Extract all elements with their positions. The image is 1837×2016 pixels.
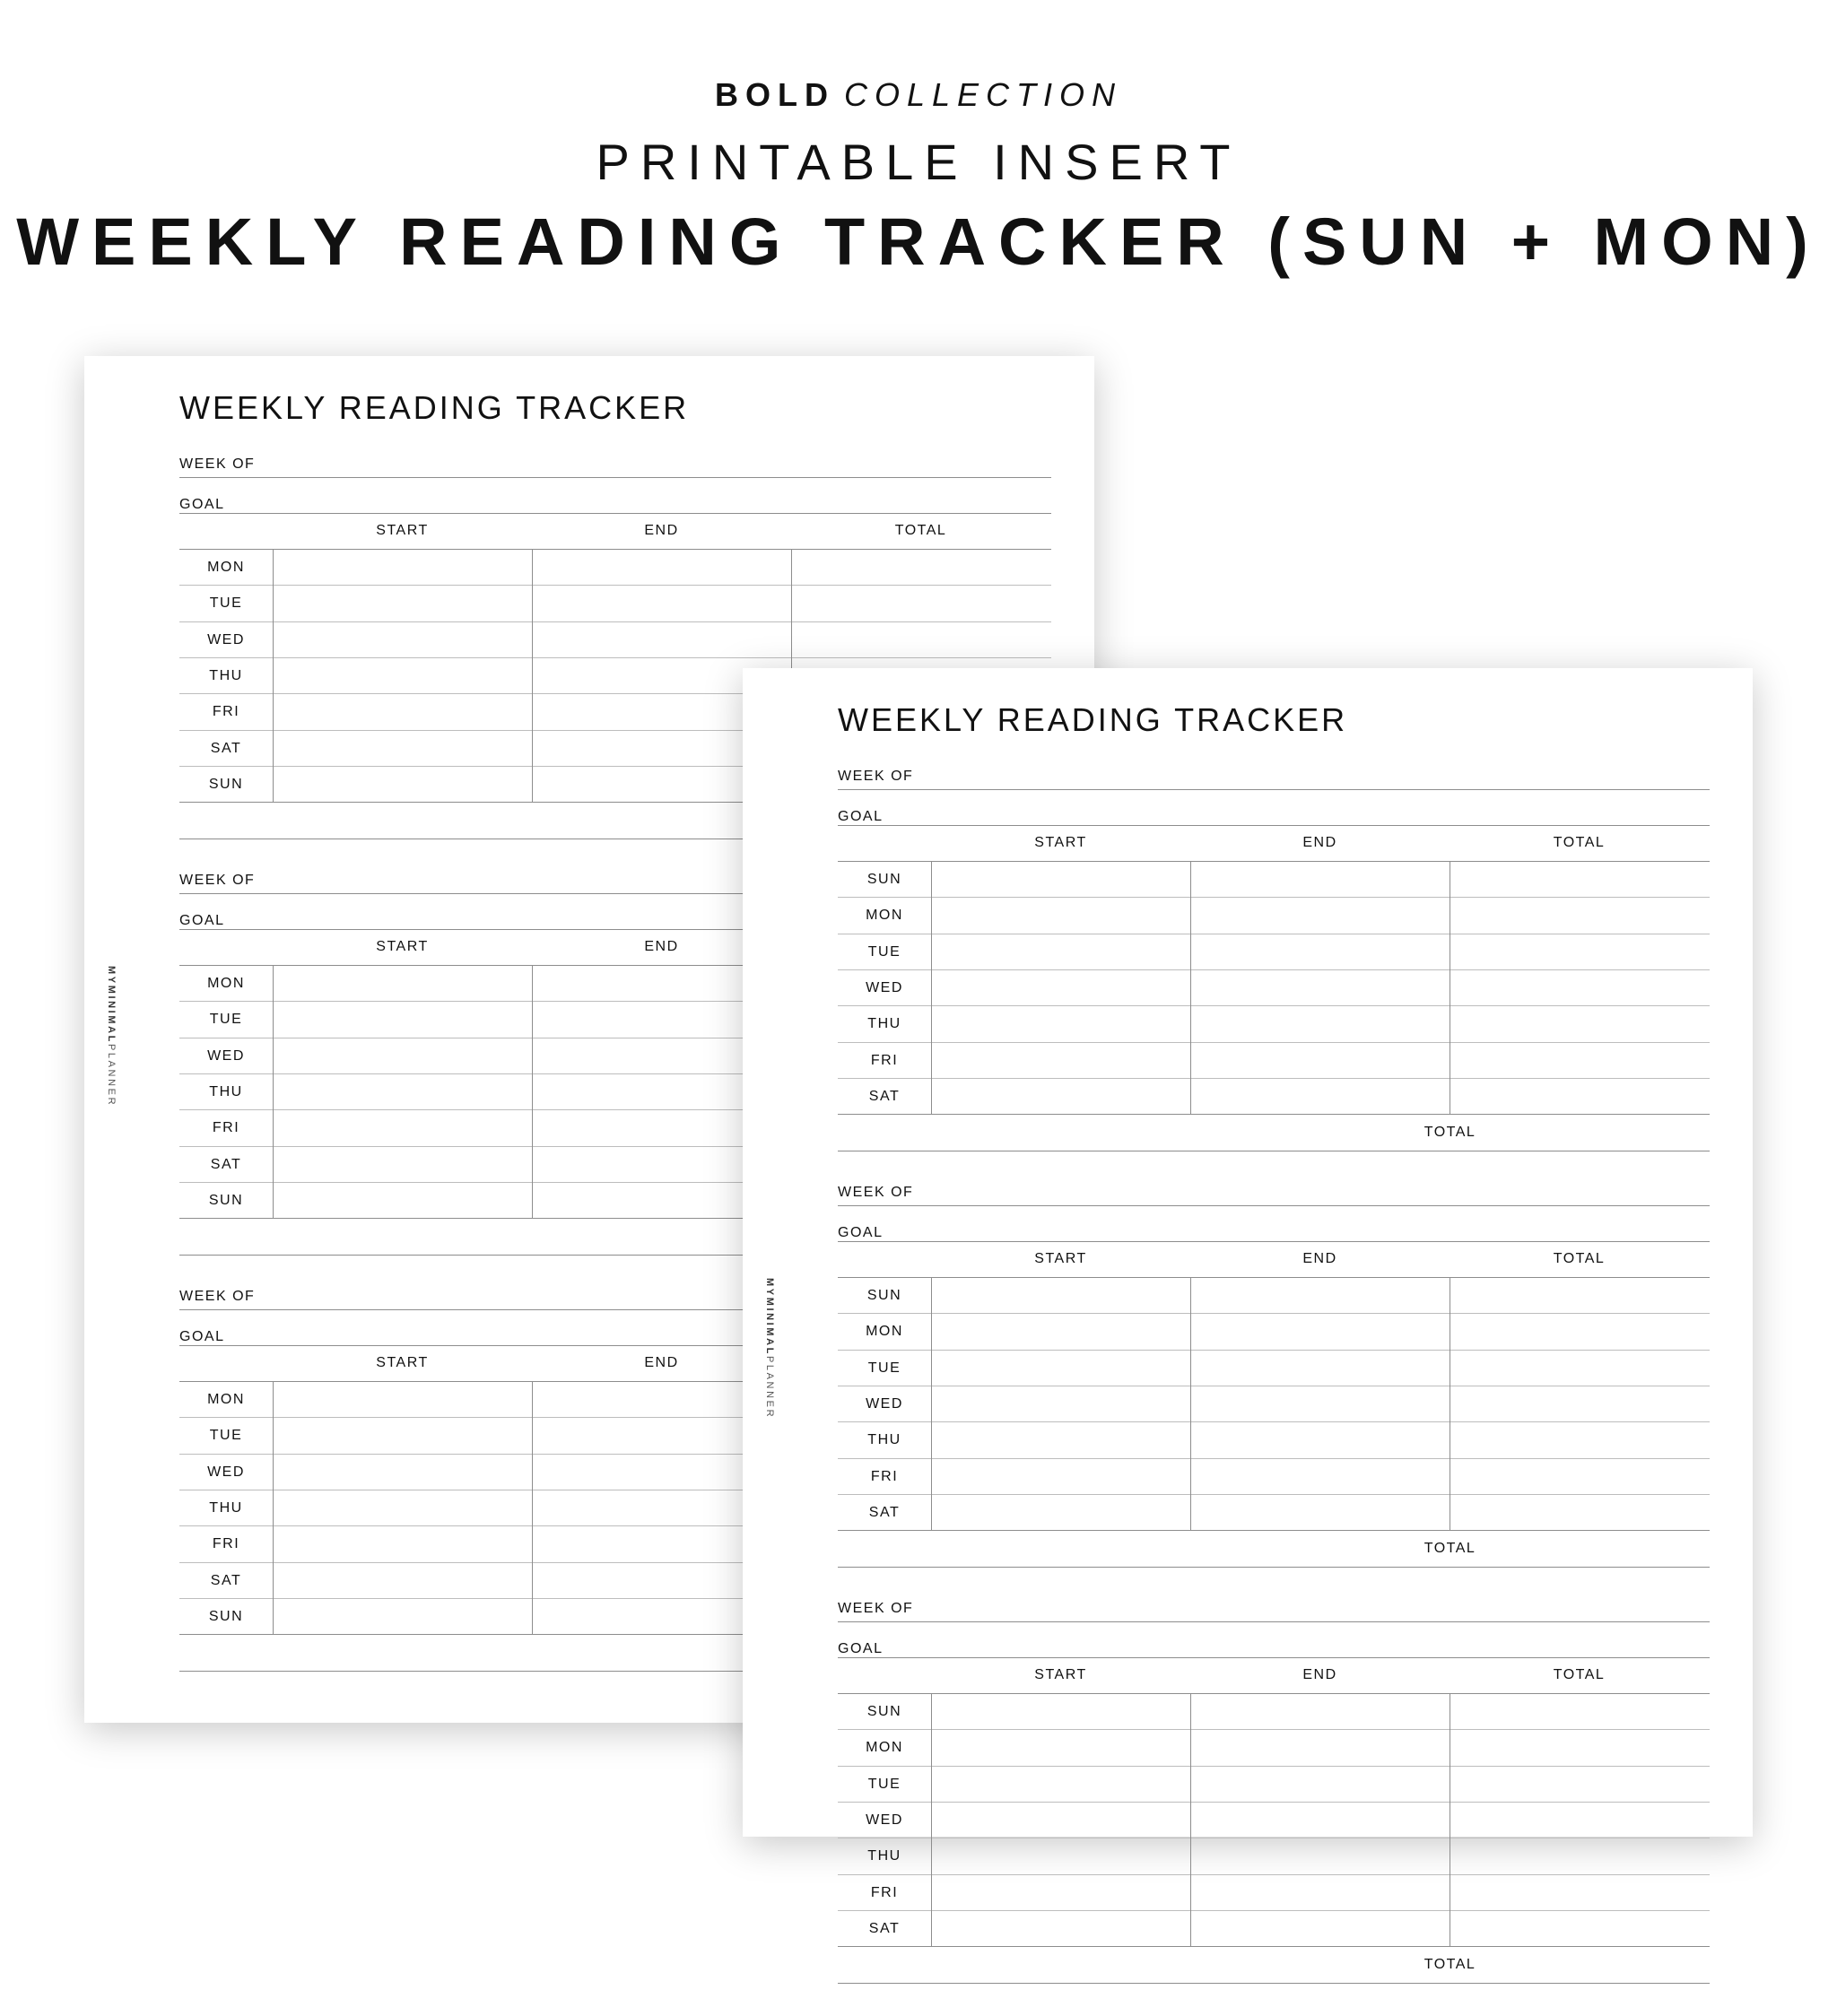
day-label-fri: FRI xyxy=(870,1052,899,1068)
day-label-thu: THU xyxy=(209,1499,243,1516)
subtitle: PRINTABLE INSERT xyxy=(596,134,1241,190)
brand-bold: MYMINIMAL xyxy=(106,966,117,1044)
week-of-label: WEEK OF xyxy=(838,769,914,784)
day-label-fri: FRI xyxy=(212,1120,240,1136)
day-label-tue: TUE xyxy=(209,1428,243,1444)
day-label-fri: FRI xyxy=(212,704,240,720)
day-row-line xyxy=(838,1005,1710,1006)
column-divider xyxy=(1190,1277,1191,1530)
day-label-fri: FRI xyxy=(870,1884,899,1900)
day-row-line xyxy=(179,657,1051,658)
day-label-mon: MON xyxy=(207,560,245,575)
day-row-line xyxy=(838,1766,1710,1767)
column-divider xyxy=(273,965,274,1218)
day-label-wed: WED xyxy=(207,1464,245,1480)
column-divider xyxy=(273,549,274,802)
day-label-fri: FRI xyxy=(870,1468,899,1484)
day-label-thu: THU xyxy=(209,1083,243,1099)
column-header-end: END xyxy=(644,523,679,538)
goal-label: GOAL xyxy=(179,913,225,928)
day-row-line xyxy=(838,1313,1710,1314)
week-block xyxy=(838,1600,1710,2016)
day-row-line xyxy=(838,1910,1710,1911)
week-of-line xyxy=(838,1621,1710,1622)
weekly-total-label: TOTAL xyxy=(1423,1125,1476,1141)
header-line xyxy=(838,1693,1710,1694)
column-header-end: END xyxy=(1302,835,1337,850)
header-line xyxy=(838,1277,1710,1278)
column-divider xyxy=(532,965,533,1218)
column-divider xyxy=(931,861,932,1114)
grid-bottom-line xyxy=(838,1946,1710,1947)
column-header-end: END xyxy=(1302,1251,1337,1266)
column-header-total: TOTAL xyxy=(1553,835,1606,850)
day-label-wed: WED xyxy=(866,1395,903,1412)
day-row-line xyxy=(838,1494,1710,1495)
brand-light: PLANNER xyxy=(106,1043,117,1108)
column-header-row xyxy=(838,1657,1710,1693)
column-header-row xyxy=(179,513,1051,549)
grid-bottom-line xyxy=(838,1530,1710,1531)
day-label-thu: THU xyxy=(209,667,243,683)
day-label-thu: THU xyxy=(867,1016,901,1032)
day-label-mon: MON xyxy=(866,908,903,924)
total-line xyxy=(838,1567,1710,1568)
header-line xyxy=(179,549,1051,550)
day-row-line xyxy=(838,1874,1710,1875)
day-row-line xyxy=(838,1042,1710,1043)
day-row-line xyxy=(838,1078,1710,1079)
week-of-label: WEEK OF xyxy=(179,873,256,888)
planner-sheet-sunday-start xyxy=(743,668,1753,1973)
brand-bold: MYMINIMAL xyxy=(764,1278,775,1356)
column-header-total: TOTAL xyxy=(1553,1251,1606,1266)
day-row-line xyxy=(179,585,1051,586)
goal-label: GOAL xyxy=(838,809,884,824)
day-label-sat: SAT xyxy=(868,1088,901,1104)
day-label-sun: SUN xyxy=(208,1608,244,1624)
day-label-wed: WED xyxy=(866,1812,903,1828)
brand-light: PLANNER xyxy=(764,1355,775,1420)
column-header-end: END xyxy=(644,1355,679,1370)
day-label-tue: TUE xyxy=(867,1776,901,1792)
week-of-label: WEEK OF xyxy=(838,1601,914,1616)
day-label-thu: THU xyxy=(867,1848,901,1864)
week-of-label: WEEK OF xyxy=(838,1185,914,1200)
day-label-sat: SAT xyxy=(868,1920,901,1936)
column-header-row xyxy=(838,825,1710,861)
day-label-sat: SAT xyxy=(210,740,242,756)
day-label-mon: MON xyxy=(866,1324,903,1340)
week-block xyxy=(838,768,1710,1184)
column-divider xyxy=(273,1381,274,1634)
day-label-sun: SUN xyxy=(866,1288,902,1303)
column-header-start: START xyxy=(1034,835,1087,850)
day-label-sun: SUN xyxy=(866,872,902,887)
sheet-title: WEEKLY READING TRACKER xyxy=(838,701,1348,738)
day-row-line xyxy=(838,1350,1710,1351)
day-row-line xyxy=(179,621,1051,622)
column-header-start: START xyxy=(376,523,429,538)
column-header-end: END xyxy=(644,939,679,954)
day-label-sat: SAT xyxy=(210,1156,242,1172)
day-label-tue: TUE xyxy=(867,1360,901,1376)
week-of-line xyxy=(838,789,1710,790)
day-label-mon: MON xyxy=(866,1740,903,1756)
day-label-wed: WED xyxy=(207,1047,245,1064)
day-label-tue: TUE xyxy=(867,943,901,960)
day-row-line xyxy=(838,969,1710,970)
column-header-end: END xyxy=(1302,1667,1337,1682)
column-divider xyxy=(532,1381,533,1634)
column-divider xyxy=(931,1693,932,1946)
week-of-line xyxy=(838,1205,1710,1206)
column-divider xyxy=(1190,1693,1191,1946)
column-header-start: START xyxy=(1034,1251,1087,1266)
weekly-total-label: TOTAL xyxy=(1423,1957,1476,1973)
sheet-title: WEEKLY READING TRACKER xyxy=(179,389,690,426)
day-label-thu: THU xyxy=(867,1432,901,1448)
column-header-total: TOTAL xyxy=(1553,1667,1606,1682)
day-label-mon: MON xyxy=(207,976,245,991)
page-title: WEEKLY READING TRACKER (SUN + MON) xyxy=(16,204,1821,279)
goal-label: GOAL xyxy=(179,1329,225,1344)
column-divider xyxy=(1190,861,1191,1114)
collection-name: COLLECTION xyxy=(843,76,1123,113)
column-divider xyxy=(931,1277,932,1530)
day-row-line xyxy=(838,1421,1710,1422)
week-of-line xyxy=(179,477,1051,478)
day-label-sat: SAT xyxy=(868,1504,901,1520)
goal-label: GOAL xyxy=(838,1641,884,1656)
column-header-start: START xyxy=(1034,1667,1087,1682)
day-label-sat: SAT xyxy=(210,1572,242,1588)
week-of-label: WEEK OF xyxy=(179,1289,256,1304)
week-block xyxy=(838,1184,1710,1600)
day-label-tue: TUE xyxy=(209,595,243,612)
day-row-line xyxy=(838,1729,1710,1730)
goal-label: GOAL xyxy=(838,1225,884,1240)
day-label-tue: TUE xyxy=(209,1012,243,1028)
week-of-label: WEEK OF xyxy=(179,456,256,472)
day-row-line xyxy=(838,1802,1710,1803)
header-line xyxy=(838,861,1710,862)
day-label-wed: WED xyxy=(207,631,245,647)
day-label-fri: FRI xyxy=(212,1536,240,1552)
column-header-start: START xyxy=(376,939,429,954)
day-label-sun: SUN xyxy=(208,776,244,792)
total-line xyxy=(838,1983,1710,1984)
day-row-line xyxy=(838,1458,1710,1459)
collection-bold: BOLD xyxy=(714,76,835,113)
column-header-start: START xyxy=(376,1355,429,1370)
day-label-sun: SUN xyxy=(866,1704,902,1719)
collection-label xyxy=(0,75,1837,115)
weekly-total-label: TOTAL xyxy=(1423,1541,1476,1557)
day-label-wed: WED xyxy=(866,979,903,995)
goal-label: GOAL xyxy=(179,497,225,512)
column-divider xyxy=(532,549,533,802)
day-label-mon: MON xyxy=(207,1392,245,1407)
day-label-sun: SUN xyxy=(208,1192,244,1208)
grid-bottom-line xyxy=(838,1114,1710,1115)
column-header-total: TOTAL xyxy=(894,523,947,538)
day-row-line xyxy=(838,897,1710,898)
column-header-row xyxy=(838,1241,1710,1277)
